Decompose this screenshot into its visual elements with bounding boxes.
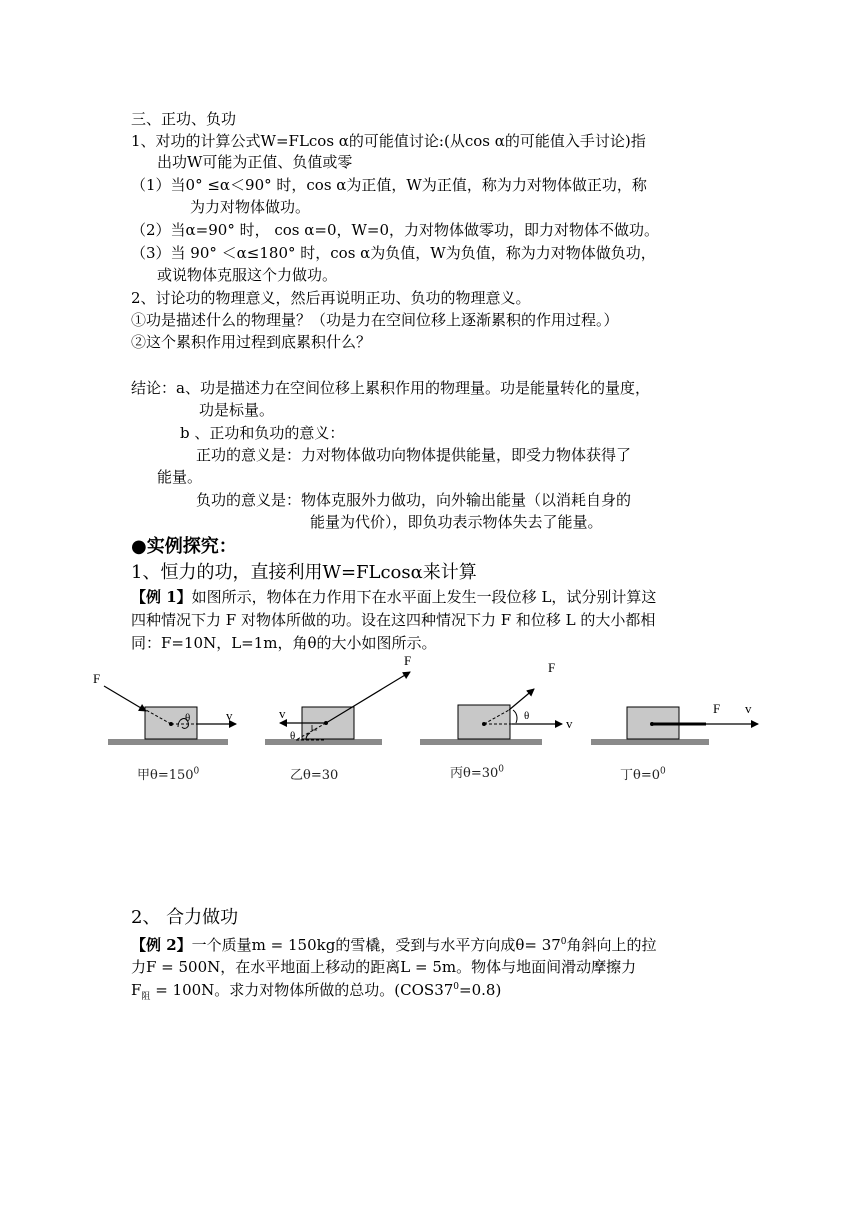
example-2-line-2: 力F = 500N，在水平地面上移动的距离L = 5m。物体与地面间滑动摩擦力	[131, 958, 637, 976]
case-3-line-2: 或说物体克服这个力做功。	[157, 266, 338, 284]
section-title: 三、正功、负功	[131, 110, 237, 128]
conclusion-a-line-1: 结论：a、功是描述力在空间位移上累积作用的物理量。功是能量转化的量度，	[131, 379, 650, 397]
caption-bing: 丙$\theta=30^0$	[450, 764, 504, 781]
example-2-text-1: 一个质量m = 150kg的雪橇，受到与水平方向成θ= 37	[191, 936, 561, 954]
subheading-resultant-force: 2、 合力做功	[131, 907, 239, 928]
center-dot-yi	[324, 721, 328, 725]
case-1-line-1: （1）当0° ≤α＜90° 时，cos α为正值，W为正值，称为力对物体做正功，称	[131, 176, 647, 194]
label-v-bing: v	[566, 716, 573, 731]
question-1: ①功是描述什么的物理量？（功是力在空间位移上逐渐累积的作用过程。）	[131, 311, 619, 329]
negative-work-line-1: 负功的意义是：物体克服外力做功，向外输出能量（以消耗自身的	[196, 491, 632, 509]
example-1-line-3: 同：F=10N，L=1m，角θ的大小如图所示。	[131, 634, 437, 652]
subheading-constant-force: 1、恒力的功，直接利用W=FLcosα来计算	[131, 562, 477, 583]
ground-ding	[591, 739, 709, 745]
diagram-yi	[265, 653, 411, 745]
diagram-ding	[591, 701, 758, 745]
force-arrow-jia	[104, 686, 146, 711]
label-v-yi: v	[279, 706, 286, 721]
example-1-tag: 【例 1】	[131, 588, 192, 606]
conclusion-b: b 、正功和负功的意义：	[180, 424, 345, 442]
explore-heading: ●实例探究：	[131, 536, 237, 557]
example-2-tag: 【例 2】	[131, 936, 192, 954]
example-1-line-1	[131, 587, 656, 607]
force-arrow-bing	[509, 689, 534, 710]
case-2: （2）当α=90° 时， cos α=0，W=0，力对物体做零功，即力对物体不做功。	[131, 221, 660, 239]
center-dot-bing	[482, 722, 486, 726]
para-2: 2、讨论功的物理意义，然后再说明正功、负功的物理意义。	[131, 289, 531, 307]
label-theta-bing: θ	[524, 710, 530, 722]
question-2: ②这个累积作用过程到底累积什么？	[131, 333, 372, 351]
ground-bing	[420, 739, 542, 745]
positive-work-line-2: 能量。	[157, 468, 203, 486]
example-2-text-1-tail: 角斜向上的拉	[566, 936, 657, 954]
positive-work-line-1: 正功的意义是：力对物体做功向物体提供能量，即受力物体获得了	[196, 446, 632, 464]
label-F-bing: F	[548, 660, 556, 675]
para-1-line-2: 出功W可能为正值、负值或零	[157, 153, 353, 171]
case-3-line-1: （3）当 90° ＜α≤180° 时，cos α为负值，W为负值，称为力对物体做负功，	[131, 244, 656, 262]
force-arrow-yi	[326, 672, 410, 723]
label-v-jia: v	[226, 708, 233, 723]
force-diagrams-figure	[0, 650, 860, 790]
diagram-jia	[93, 671, 236, 745]
label-theta-jia: θ	[185, 712, 191, 724]
caption-jia: 甲$\theta=150^0$	[137, 766, 200, 783]
ground-jia	[108, 739, 228, 745]
center-dot-ding	[650, 722, 654, 726]
example-1-line-2: 四种情况下力 F 对物体所做的功。设在这四种情况下力 F 和位移 L 的大小都相	[131, 611, 656, 629]
conclusion-a-line-2: 功是标量。	[199, 401, 275, 419]
label-F-yi: F	[404, 653, 412, 668]
example-2-line-1: 【例 2】一个质量m = 150kg的雪橇，受到与水平方向成$\theta= 37^0$角斜向上的拉	[131, 936, 657, 954]
angle-arc-bing	[513, 710, 517, 723]
case-1-line-2: 为力对物体做功。	[190, 198, 311, 216]
caption-ding: 丁$\theta=0^0$	[620, 766, 666, 783]
diagram-bing	[420, 660, 573, 745]
caption-yi: 乙θ=30	[290, 768, 339, 783]
negative-work-line-2: 能量为代价），即负功表示物体失去了能量。	[310, 513, 603, 531]
example-1-text-1: 如图所示，物体在力作用下在水平面上发生一段位移 L，试分别计算这	[191, 588, 657, 606]
label-theta-yi: θ	[290, 730, 296, 742]
label-v-ding: v	[745, 701, 752, 716]
center-dot-jia	[169, 722, 173, 726]
label-F-ding: F	[713, 701, 721, 716]
label-F-jia: F	[93, 671, 101, 686]
para-1-line-1: 1、对功的计算公式W=FLcos α的可能值讨论:(从cos α的可能值入手讨论)指	[131, 132, 646, 150]
example-2-line-3: $F_阻 = 100N$。求力对物体所做的总功。$(COS37^0=0.8)$	[131, 981, 502, 1002]
